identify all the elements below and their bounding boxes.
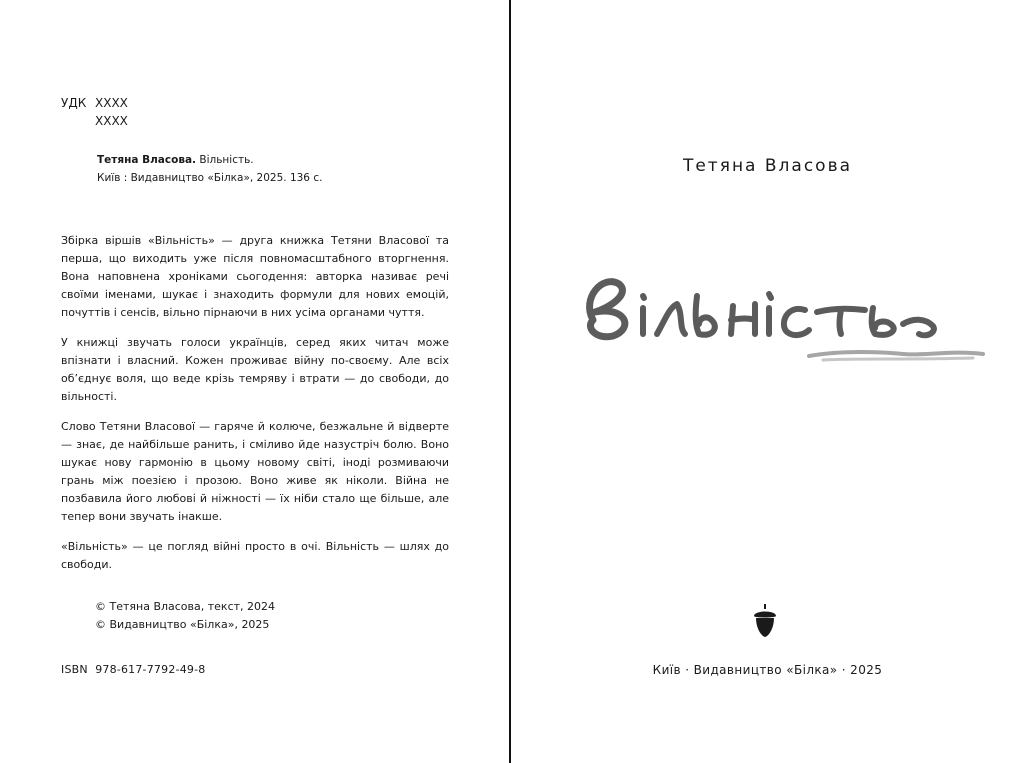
bibliographic-record: [97, 151, 322, 187]
udk-label: УДК: [61, 96, 87, 110]
udk-code: XXXX: [95, 114, 128, 128]
annotation-paragraph: «Вільність» — це погляд війні просто в очі. Вільність — шлях до свободи.: [61, 540, 449, 571]
annotation: [61, 232, 449, 586]
copyright-block: [95, 598, 275, 634]
udk-codes: [95, 94, 155, 130]
biblio-imprint: Київ : Видавництво «Білка», 2025. 136 с.: [97, 172, 323, 184]
biblio-line-1: [97, 151, 322, 169]
copyright-publisher: © Видавництво «Білка», 2025: [95, 618, 270, 631]
annotation-paragraph: У книжці звучать голоси українців, серед яких читач може впізнати і власний. Кожен проживає війну по-своєму. Але всіх об’єднує воля, що веде крізь темряву і втрати — до свободи, до вільності.: [61, 336, 449, 403]
biblio-author: Тетяна Власова.: [97, 154, 197, 166]
annotation-paragraph: Слово Тетяни Власової — гаряче й колюче, безжальне й відверте — знає, де найбільше ранить, і сміливо йде назустріч болю. Воно шукає нову гармонію в цьому новому світі, іноді розмиваючи грань між поезією і прозою. Воно живе як ніколи. Війна не позбавила його любові й ніжності — їх ніби стало ще більше, але тепер вони звучать інакше.: [61, 420, 449, 523]
acorn-icon: [753, 604, 777, 638]
left-page: [0, 0, 509, 763]
biblio-title: Вільність.: [199, 154, 254, 166]
annotation-paragraph: Збірка віршів «Вільність» — друга книжка Тетяни Власової та перша, що виходить уже після повномасштабного вторгнення. Вона наповнена хроніками сьогодення: авторка називає речі своїми іменами, шукає і знаходить формули для нових емоцій, почуттів і сенсів, вільно пірнаючи в них усіма органами чуття.: [61, 234, 449, 319]
udk-code: XXXX: [95, 96, 128, 110]
right-page: [511, 0, 1024, 763]
isbn: ISBN 978-617-7792-49-8: [61, 663, 206, 676]
copyright-text: © Тетяна Власова, текст, 2024: [95, 600, 276, 613]
title-handwritten-image: [573, 268, 993, 368]
author-name: Тетяна Власова: [682, 156, 853, 176]
title-imprint: Київ · Видавництво «Білка» · 2025: [652, 663, 883, 677]
